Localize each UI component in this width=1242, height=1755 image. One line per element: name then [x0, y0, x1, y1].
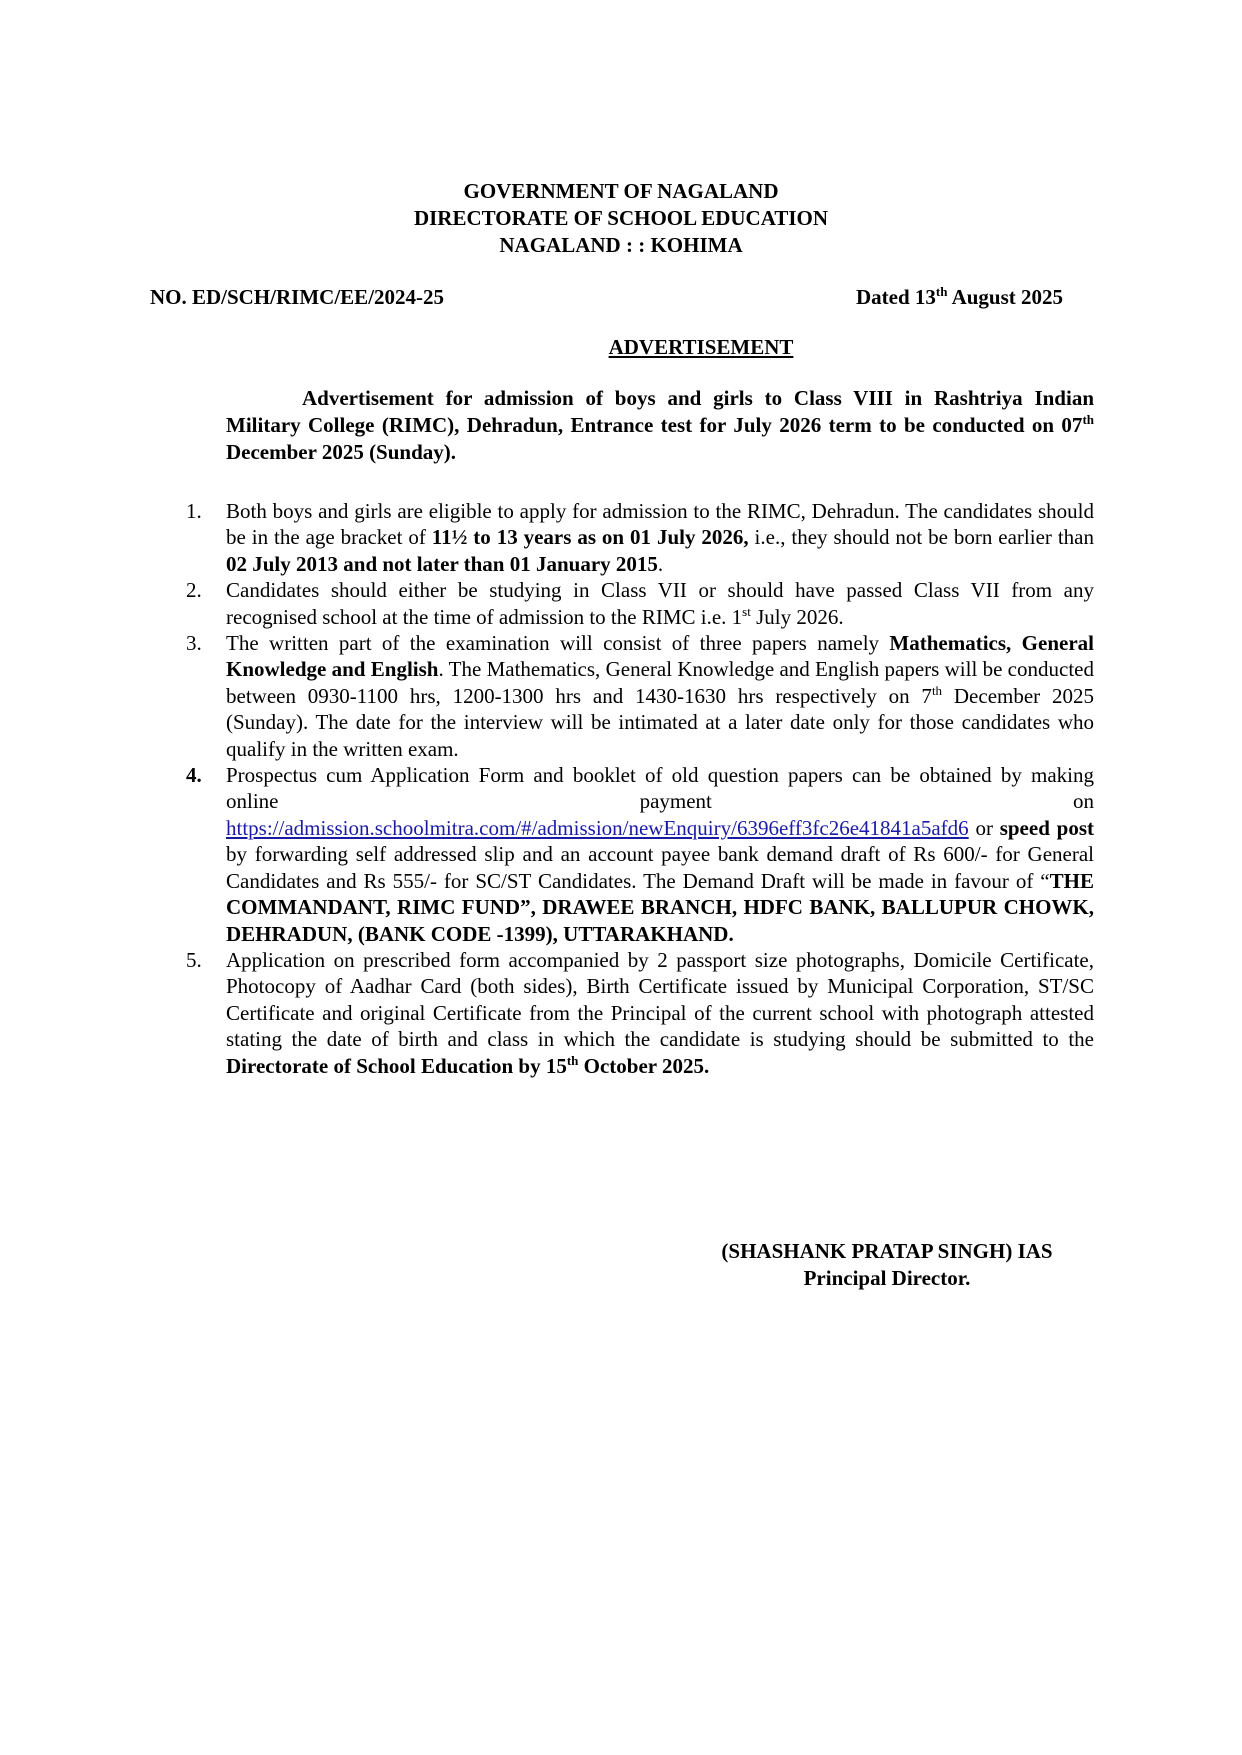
admission-payment-link[interactable]: https://admission.schoolmitra.com/#/admission/newEnquiry/6396eff3fc26e41841a5afd6	[226, 815, 969, 840]
reference-date: Dated 13th August 2025	[856, 284, 1064, 309]
eligibility-points-list	[186, 498, 1094, 1079]
header-location: NAGALAND : : KOHIMA	[499, 233, 743, 257]
reference-number: NO. ED/SCH/RIMC/EE/2024-25	[150, 285, 445, 309]
list-item: 5. Application on prescribed form accompanied by 2 passport size photographs, Domicile Certificate, Photocopy of Aadhar Card (both sides), Birth Certificate issued by Municipal Corporation, ST/SC Certificate and original Certificate from the Principal of the current school with photograph attested stating the date of birth and class in which the candidate is studying should be submitted to the Directorate of School Education by 15th October 2025.	[186, 947, 1094, 1078]
signatory-designation: Principal Director.	[803, 1266, 971, 1290]
signature-block	[700, 1238, 1074, 1292]
list-item: 2. Candidates should either be studying in Class VII or should have passed Class VII from any recognised school at the time of admission to the RIMC i.e. 1st July 2026.	[186, 578, 1094, 629]
list-item: 4. Prospectus cum Application Form and booklet of old question papers can be obtained by making online payment on https://admission.schoolmitra.com/#/admission/newEnquiry/6396eff3fc26e41841a5afd6 or speed post by forwarding self addressed slip and an account payee bank demand draft of Rs 600/- for General Candidates and Rs 555/- for SC/ST Candidates. The Demand Draft will be made in favour of “THE COMMANDANT, RIMC FUND”, DRAWEE BRANCH, HDFC BANK, BALLUPUR CHOWK, DEHRADUN, (BANK CODE -1399), UTTARAKHAND.	[186, 763, 1094, 946]
advertisement-intro: Advertisement for admission of boys and girls to Class VIII in Rashtriya Indian Military College (RIMC), Dehradun, Entrance test for July 2026 term to be conducted on 07th December 2025 (Sunday).	[226, 386, 1094, 464]
header-directorate: DIRECTORATE OF SCHOOL EDUCATION	[413, 206, 829, 230]
list-item: 3. The written part of the examination will consist of three papers namely Mathematics, General Knowledge and English. The Mathematics, General Knowledge and English papers will be conducted between 0930-1100 hrs, 1200-1300 hrs and 1430-1630 hrs respectively on 7th December 2025 (Sunday). The date for the interview will be intimated at a later date only for those candidates who qualify in the written exam.	[186, 631, 1094, 761]
advertisement-title: ADVERTISEMENT	[608, 335, 794, 359]
header-government: GOVERNMENT OF NAGALAND	[463, 179, 779, 203]
signatory-name: (SHASHANK PRATAP SINGH) IAS	[721, 1239, 1053, 1263]
list-item: 1. Both boys and girls are eligible to apply for admission to the RIMC, Dehradun. The candidates should be in the age bracket of 11½ to 13 years as on 01 July 2026, i.e., they should not be born earlier than 02 July 2013 and not later than 01 January 2015.	[186, 499, 1094, 576]
letterhead	[0, 178, 1242, 259]
